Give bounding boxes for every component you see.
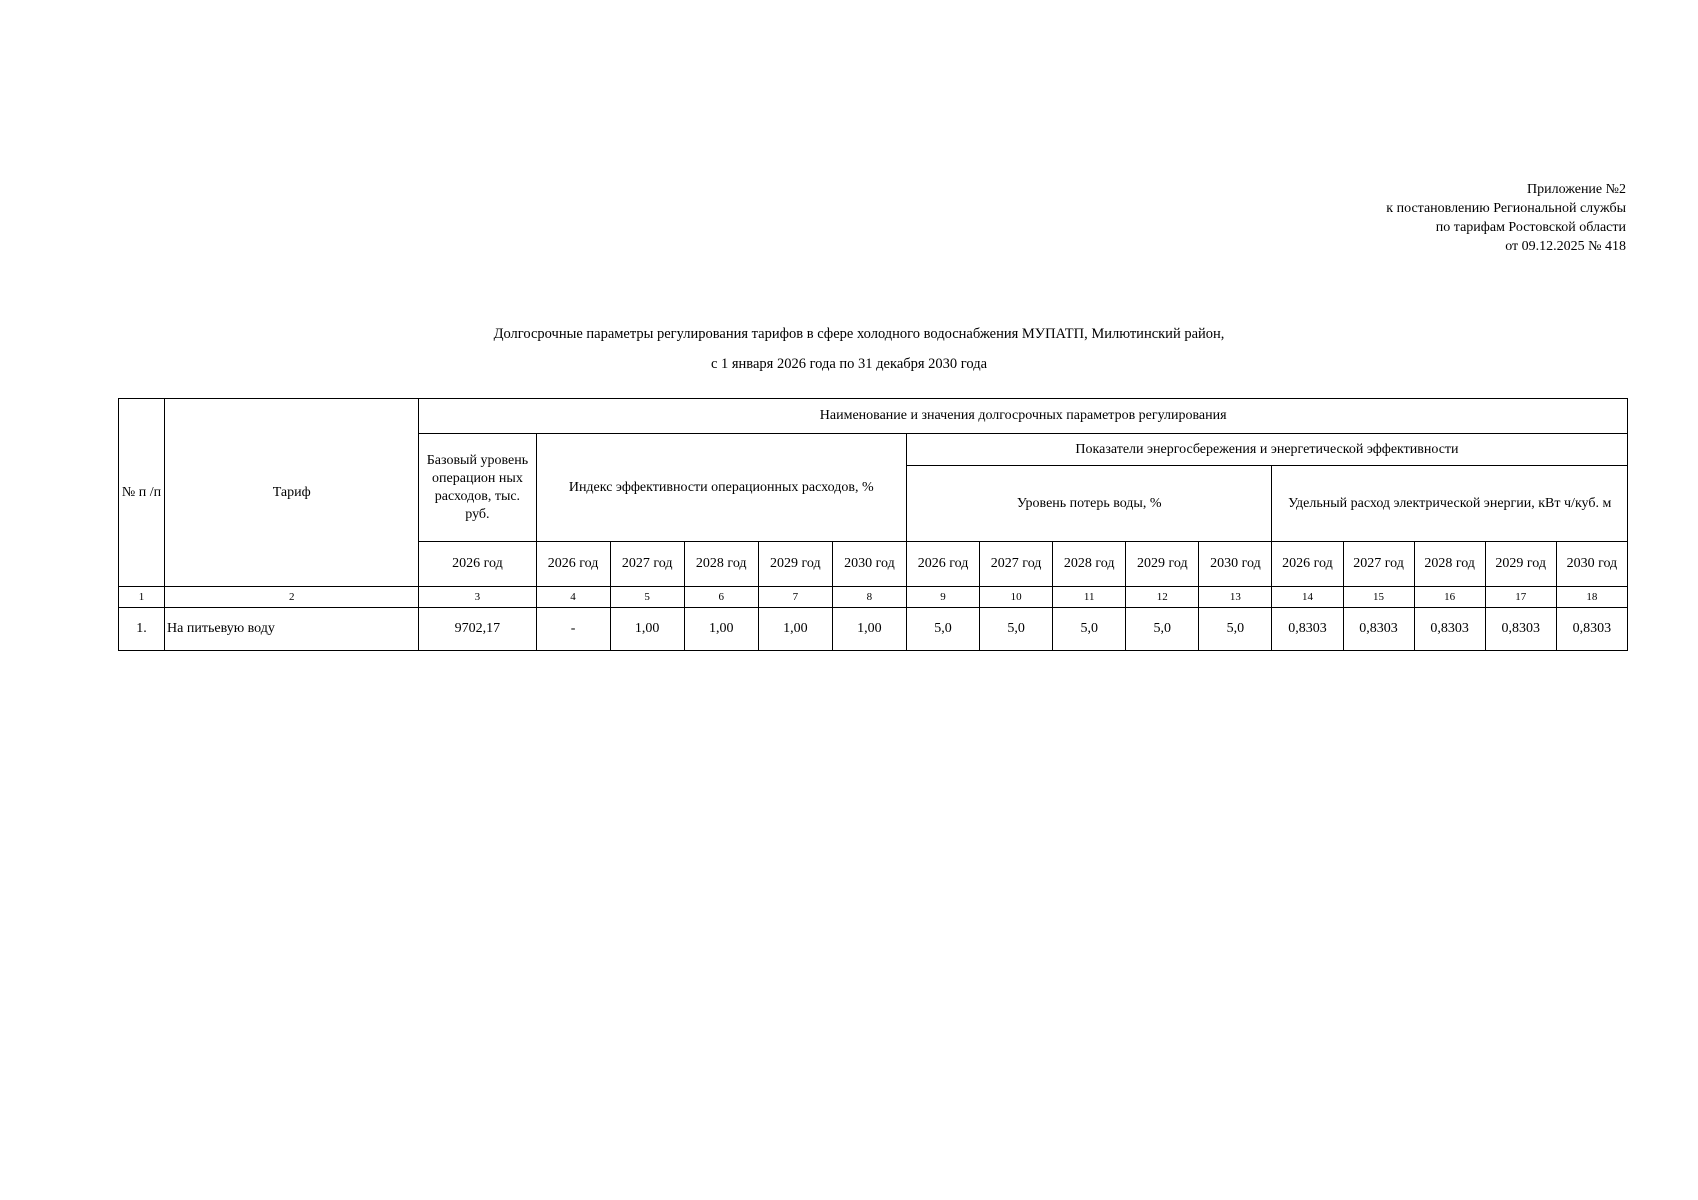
column-number-row xyxy=(119,587,1628,608)
document-period: с 1 января 2026 года по 31 декабря 2030 года xyxy=(710,356,988,372)
efficiency-index-value: 1,00 xyxy=(610,608,684,651)
header-parameters-group: Наименование и значения долгосрочных параметров регулирования xyxy=(419,399,1628,434)
table-row xyxy=(119,608,1628,651)
header-water-loss: Уровень потерь воды, % xyxy=(906,466,1271,542)
column-number: 11 xyxy=(1053,587,1126,608)
efficiency-index-value: 1,00 xyxy=(832,608,906,651)
year-header: 2029 год xyxy=(1485,542,1556,587)
column-number: 7 xyxy=(758,587,832,608)
column-number: 15 xyxy=(1343,587,1414,608)
column-number: 16 xyxy=(1414,587,1485,608)
column-number: 3 xyxy=(419,587,536,608)
electricity-value: 0,8303 xyxy=(1272,608,1343,651)
document-title: Долгосрочные параметры регулирования тарифов в сфере холодного водоснабжения МУПАТП, Милютинский район, xyxy=(493,326,1225,342)
year-header: 2030 год xyxy=(832,542,906,587)
year-header: 2027 год xyxy=(1343,542,1414,587)
year-header: 2026 год xyxy=(906,542,979,587)
column-number: 4 xyxy=(536,587,610,608)
year-header: 2029 год xyxy=(758,542,832,587)
efficiency-index-value: - xyxy=(536,608,610,651)
water-loss-value: 5,0 xyxy=(906,608,979,651)
row-number: 1. xyxy=(119,608,165,651)
header-base-level: Базовый уровень операцион ных расходов, тыс. руб. xyxy=(419,434,536,542)
header-energy-saving: Показатели энергосбережения и энергетической эффективности xyxy=(906,434,1627,466)
water-loss-value: 5,0 xyxy=(1126,608,1199,651)
header-efficiency-index: Индекс эффективности операционных расходов, % xyxy=(536,434,906,542)
header-electricity: Удельный расход электрической энергии, кВт ч/куб. м xyxy=(1272,466,1628,542)
year-header: 2030 год xyxy=(1199,542,1272,587)
year-header: 2027 год xyxy=(610,542,684,587)
column-number: 1 xyxy=(119,587,165,608)
parameters-table xyxy=(118,398,1628,651)
column-number: 17 xyxy=(1485,587,1556,608)
appendix-line-4: от 09.12.2025 № 418 xyxy=(1505,239,1626,254)
column-number: 5 xyxy=(610,587,684,608)
year-header: 2030 год xyxy=(1556,542,1627,587)
column-number: 14 xyxy=(1272,587,1343,608)
water-loss-value: 5,0 xyxy=(1199,608,1272,651)
header-number: № п /п xyxy=(119,399,165,587)
header-tariff: Тариф xyxy=(165,399,419,587)
year-header: 2026 год xyxy=(1272,542,1343,587)
electricity-value: 0,8303 xyxy=(1485,608,1556,651)
efficiency-index-value: 1,00 xyxy=(684,608,758,651)
efficiency-index-value: 1,00 xyxy=(758,608,832,651)
column-number: 2 xyxy=(165,587,419,608)
column-number: 9 xyxy=(906,587,979,608)
year-header: 2029 год xyxy=(1126,542,1199,587)
column-number: 12 xyxy=(1126,587,1199,608)
column-number: 18 xyxy=(1556,587,1627,608)
year-header: 2028 год xyxy=(1053,542,1126,587)
appendix-line-3: по тарифам Ростовской области xyxy=(1435,220,1626,235)
year-header: 2026 год xyxy=(536,542,610,587)
year-header: 2028 год xyxy=(1414,542,1485,587)
electricity-value: 0,8303 xyxy=(1343,608,1414,651)
appendix-line-1: Приложение №2 xyxy=(1527,182,1626,197)
column-number: 6 xyxy=(684,587,758,608)
appendix-block xyxy=(1386,180,1626,256)
column-number: 8 xyxy=(832,587,906,608)
year-header: 2026 год xyxy=(419,542,536,587)
appendix-line-2: к постановлению Региональной службы xyxy=(1386,201,1626,216)
base-level-value: 9702,17 xyxy=(419,608,536,651)
electricity-value: 0,8303 xyxy=(1414,608,1485,651)
water-loss-value: 5,0 xyxy=(1053,608,1126,651)
column-number: 10 xyxy=(980,587,1053,608)
water-loss-value: 5,0 xyxy=(980,608,1053,651)
year-header: 2027 год xyxy=(980,542,1053,587)
year-header: 2028 год xyxy=(684,542,758,587)
tariff-name: На питьевую воду xyxy=(165,608,419,651)
column-number: 13 xyxy=(1199,587,1272,608)
electricity-value: 0,8303 xyxy=(1556,608,1627,651)
